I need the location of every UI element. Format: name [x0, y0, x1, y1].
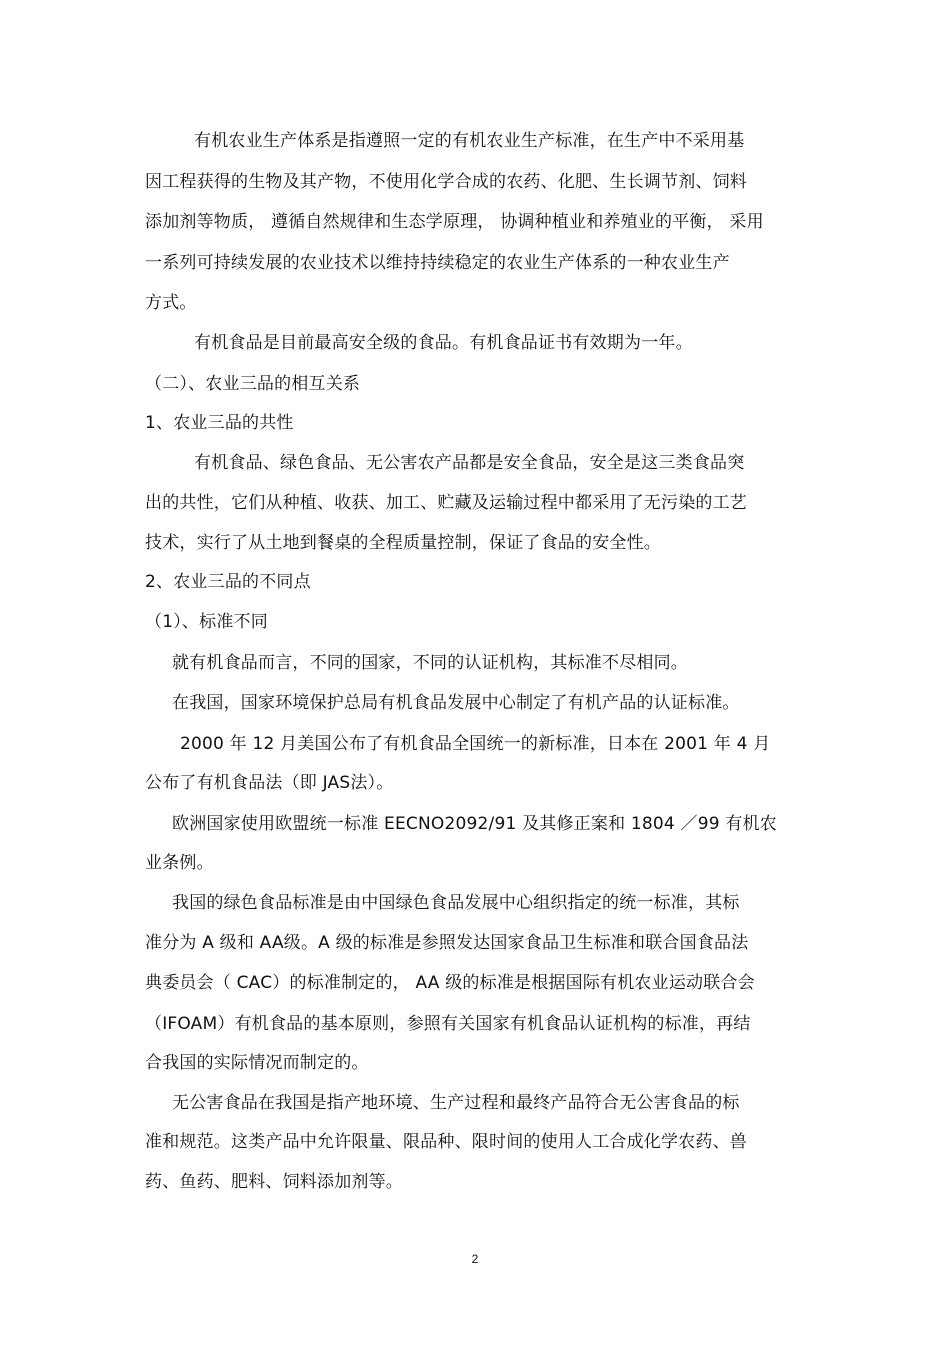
text-line: 药、鱼药、肥料、饲料添加剂等。 [145, 1172, 403, 1192]
text-line: 出的共性，它们从种植、收获、加工、贮藏及运输过程中都采用了无污染的工艺 [145, 493, 747, 513]
text-line: 添加剂等物质， 遵循自然规律和生态学原理， 协调种植业和养殖业的平衡， 采用 [145, 212, 764, 232]
text-line: 方式。 [145, 293, 197, 313]
text-line: 因工程获得的生物及其产物，不使用化学合成的农药、化肥、生长调节剂、饲料 [145, 172, 747, 192]
text-line: 准分为 A 级和 AA级。A 级的标准是参照发达国家食品卫生标准和联合国食品法 [145, 933, 749, 953]
text-line: 业条例。 [145, 853, 214, 873]
section-heading: （二）、农业三品的相互关系 [145, 374, 361, 394]
text-line: 有机食品是目前最高安全级的食品。有机食品证书有效期为一年。 [194, 333, 693, 353]
text-line: 欧洲国家使用欧盟统一标准 EECNO2092/91 及其修正案和 1804 ／99 有机农 [172, 814, 777, 834]
text-line: 合我国的实际情况而制定的。 [145, 1053, 369, 1073]
page-number: 2 [471, 1252, 479, 1266]
text-line: 技术，实行了从土地到餐桌的全程质量控制，保证了食品的安全性。 [145, 533, 661, 553]
text-line: 一系列可持续发展的农业技术以维持持续稳定的农业生产体系的一种农业生产 [145, 253, 730, 273]
text-line: 有机农业生产体系是指遵照一定的有机农业生产标准，在生产中不采用基 [194, 131, 745, 151]
subsection-heading: （1）、标准不同 [145, 612, 268, 632]
text-line: 在我国，国家环境保护总局有机食品发展中心制定了有机产品的认证标准。 [172, 693, 740, 713]
text-line: （IFOAM）有机食品的基本原则，参照有关国家有机食品认证机构的标准，再结 [145, 1014, 751, 1034]
text-line: 有机食品、绿色食品、无公害农产品都是安全食品，安全是这三类食品突 [194, 453, 745, 473]
subsection-heading: 1、农业三品的共性 [145, 413, 294, 433]
text-line: 就有机食品而言，不同的国家，不同的认证机构，其标准不尽相同。 [172, 653, 688, 673]
text-line: 准和规范。这类产品中允许限量、限品种、限时间的使用人工合成化学农药、兽 [145, 1132, 747, 1152]
text-line: 公布了有机食品法（即 JAS法）。 [145, 773, 394, 793]
text-line: 我国的绿色食品标准是由中国绿色食品发展中心组织指定的统一标准，其标 [172, 893, 740, 913]
subsection-heading: 2、农业三品的不同点 [145, 572, 311, 592]
text-line: 无公害食品在我国是指产地环境、生产过程和最终产品符合无公害食品的标 [172, 1093, 740, 1113]
text-line: 典委员会（ CAC）的标准制定的， AA 级的标准是根据国际有机农业运动联合会 [145, 973, 755, 993]
text-line: 2000 年 12 月美国公布了有机食品全国统一的新标准，日本在 2001 年 4 月 [180, 734, 771, 754]
